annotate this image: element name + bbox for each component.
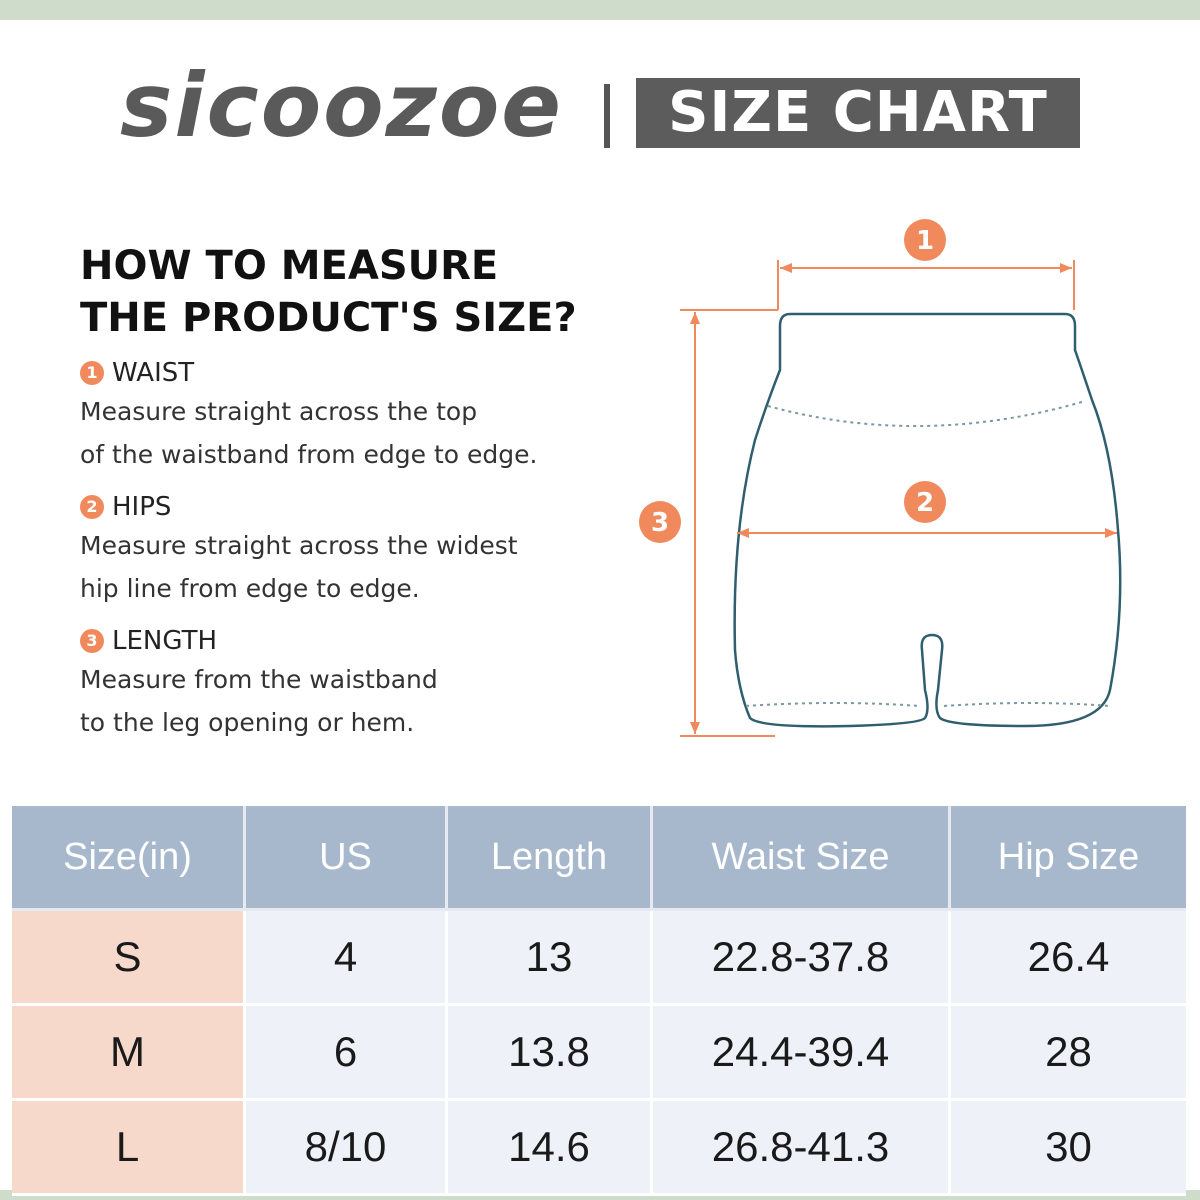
section-line: of the waistband from edge to edge.	[80, 440, 538, 469]
section-text	[80, 658, 438, 744]
section-line: Measure from the waistband	[80, 665, 438, 694]
howto-line-2: THE PRODUCT'S SIZE?	[80, 295, 577, 341]
table-row	[12, 1006, 1186, 1101]
table-cell: 26.8-41.3	[653, 1101, 951, 1196]
page-title: SIZE CHART	[636, 78, 1080, 148]
section-line: Measure straight across the top	[80, 397, 478, 426]
table-cell: 24.4-39.4	[653, 1006, 951, 1101]
number-3-icon: 3	[80, 629, 104, 653]
column-header-length: Length	[448, 806, 653, 911]
table-cell: 13	[448, 911, 653, 1006]
table-cell: 6	[246, 1006, 448, 1101]
header-separator	[604, 84, 610, 148]
section-hips	[80, 490, 518, 610]
section-label: WAIST	[112, 358, 195, 388]
column-header-hip: Hip Size	[951, 806, 1186, 911]
section-label: LENGTH	[112, 626, 218, 656]
howto-heading	[80, 240, 577, 344]
size-table	[12, 806, 1186, 1196]
table-cell: 28	[951, 1006, 1186, 1101]
table-cell: 4	[246, 911, 448, 1006]
section-length	[80, 624, 438, 744]
table-cell: 26.4	[951, 911, 1186, 1006]
table-cell: 8/10	[246, 1101, 448, 1196]
table-cell: 14.6	[448, 1101, 653, 1196]
section-line: Measure straight across the widest	[80, 531, 518, 560]
section-label: HIPS	[112, 492, 172, 522]
number-2-icon: 2	[80, 495, 104, 519]
table-header-row	[12, 806, 1186, 911]
table-cell: 13.8	[448, 1006, 653, 1101]
section-line: to the leg opening or hem.	[80, 708, 415, 737]
column-header-waist: Waist Size	[653, 806, 951, 911]
table-cell: S	[12, 911, 246, 1006]
table-cell: M	[12, 1006, 246, 1101]
table-row	[12, 1101, 1186, 1196]
table-row	[12, 911, 1186, 1006]
marker-2-label: 2	[915, 488, 935, 518]
shorts-diagram	[620, 210, 1140, 750]
section-text	[80, 390, 537, 476]
shorts-illustration-icon	[620, 210, 1140, 750]
number-1-icon: 1	[80, 361, 104, 385]
top-band	[0, 0, 1200, 20]
section-waist	[80, 356, 537, 476]
table-cell: 30	[951, 1101, 1186, 1196]
howto-line-1: HOW TO MEASURE	[80, 243, 499, 289]
column-header-us: US	[246, 806, 448, 911]
marker-1-label: 1	[915, 226, 935, 256]
brand-logo: sicoozoe	[120, 54, 563, 157]
marker-3-label: 3	[650, 508, 670, 538]
table-cell: L	[12, 1101, 246, 1196]
size-table-container	[12, 806, 1186, 1182]
table-cell: 22.8-37.8	[653, 911, 951, 1006]
section-text	[80, 524, 518, 610]
column-header-size: Size(in)	[12, 806, 246, 911]
section-line: hip line from edge to edge.	[80, 574, 420, 603]
